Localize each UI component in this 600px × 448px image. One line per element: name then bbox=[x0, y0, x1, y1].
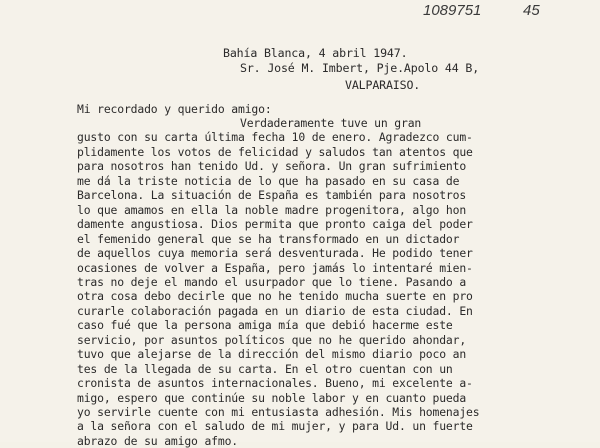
body-line: damente angustiosa. Dios permita que pronto caiga del poder bbox=[77, 217, 473, 232]
body-line: gusto con su carta última fecha 10 de enero. Agradezco cum- bbox=[77, 130, 473, 145]
body-line: ocasiones de volver a España, pero jamás lo intentaré mien- bbox=[77, 260, 473, 275]
body-line: yo servirle cuente con mi entusiasta adhesión. Mis homenajes bbox=[77, 405, 480, 419]
place-date: Bahía Blanca, 4 abril 1947. bbox=[223, 46, 408, 60]
body-line: Verdaderamente tuve un gran bbox=[240, 116, 422, 130]
body-line: plidamente los votos de felicidad y saludos tan atentos que bbox=[77, 144, 473, 159]
body-line: migo, espero que continúe su noble labor y en cuanto pueda bbox=[77, 390, 467, 405]
archive-number-annotation: 1089751 bbox=[423, 2, 482, 19]
body-line: otra cosa debo decirle que no he tenido mucha suerte en pro bbox=[77, 289, 473, 304]
body-line: de aquellos cuya memoria será desventurada. He podido tener bbox=[77, 246, 473, 261]
recipient-address: Sr. José M. Imbert, Pje.Apolo 44 B, bbox=[240, 61, 480, 75]
body-line: cronista de asuntos internacionales. Bueno, mi excelente a- bbox=[77, 376, 473, 391]
body-line: Barcelona. La situación de España es también para nosotros bbox=[77, 188, 467, 203]
body-line: tras no deje el mando el usurpador que lo tiene. Pasando a bbox=[77, 274, 467, 289]
body-line: lo que amamos en ella la noble madre progenitora, algo hon bbox=[77, 202, 467, 217]
salutation: Mi recordado y querido amigo: bbox=[77, 102, 272, 116]
body-line: caso fué que la persona amiga mía que debió hacerme este bbox=[77, 318, 453, 333]
recipient-city: VALPARAISO. bbox=[345, 78, 421, 92]
body-line: me dá la triste noticia de lo que ha pasado en su casa de bbox=[77, 173, 460, 188]
body-line: tes de la llegada de su carta. En el otro cuentan con un bbox=[77, 361, 453, 376]
body-line: curarle colaboración pagada en un diario de esta ciudad. En bbox=[77, 303, 473, 318]
body-line: servicio, por asuntos políticos que no he querido ahondar, bbox=[77, 332, 467, 347]
page-number-annotation: 45 bbox=[523, 2, 540, 19]
body-line: abrazo de su amigo afmo. bbox=[77, 433, 238, 448]
body-line: a la señora con el saludo de mi mujer, y para Ud. un fuerte bbox=[77, 419, 473, 434]
body-line: tuvo que alejarse de la dirección del mismo diario poco an bbox=[77, 347, 467, 362]
body-line: el femenido general que se ha transformado en un dictador bbox=[77, 231, 460, 246]
body-line: para nosotros han tenido Ud. y señora. Un gran sufrimiento bbox=[77, 159, 467, 174]
